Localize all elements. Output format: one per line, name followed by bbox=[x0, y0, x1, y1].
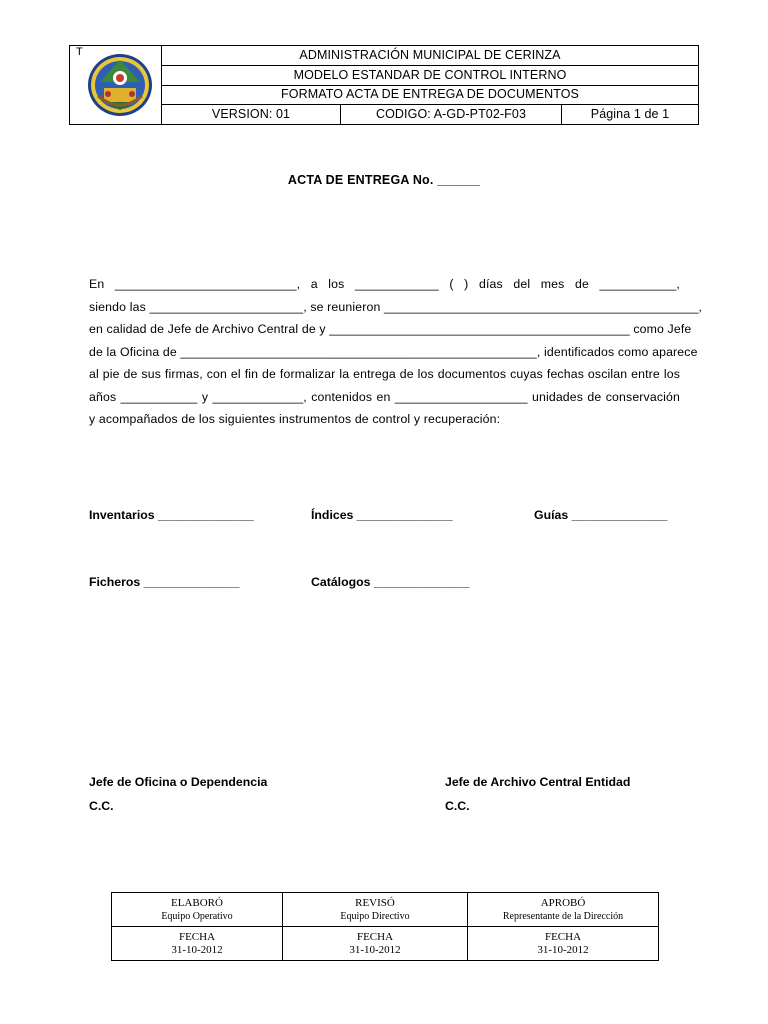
municipal-shield-emblem-icon bbox=[86, 52, 154, 118]
header-row-format: FORMATO ACTA DE ENTREGA DE DOCUMENTOS bbox=[162, 85, 699, 105]
fecha-label: FECHA bbox=[544, 930, 582, 943]
paragraph-line: siendo las ______________________, se reunieron _____________________________________________, bbox=[89, 299, 703, 314]
paragraph-line: y acompañados de los siguientes instrumentos de control y recuperación: bbox=[89, 412, 501, 426]
fecha-value: 31-10-2012 bbox=[349, 943, 401, 956]
document-title: ACTA DE ENTREGA No. ______ bbox=[287, 173, 481, 187]
instrument-guias: Guías ______________ bbox=[534, 508, 668, 522]
header-version: VERSION: 01 bbox=[162, 105, 341, 125]
signature-left-cc: C.C. bbox=[89, 799, 114, 813]
paragraph-line: en calidad de Jefe de Archivo Central de y ___________________________________________ como Jefe bbox=[89, 322, 692, 336]
instrument-indices: Índices ______________ bbox=[311, 508, 453, 522]
paragraph-line: al pie de sus firmas, con el fin de formalizar la entrega de los documentos cuyas fechas oscilan entre los bbox=[89, 367, 680, 381]
header-code: CODIGO: A-GD-PT02-F03 bbox=[341, 105, 562, 125]
elaboro-label: ELABORÓ bbox=[171, 896, 223, 909]
signature-right-title: Jefe de Archivo Central Entidad bbox=[445, 775, 631, 789]
body-paragraph bbox=[89, 273, 703, 431]
fecha-label: FECHA bbox=[356, 930, 394, 943]
fecha-cell-3 bbox=[468, 927, 659, 961]
instrument-ficheros: Ficheros ______________ bbox=[89, 575, 240, 589]
approval-reviso-cell bbox=[283, 893, 468, 927]
logo-cell bbox=[70, 46, 162, 125]
fecha-value: 31-10-2012 bbox=[537, 943, 589, 956]
signature-left-title: Jefe de Oficina o Dependencia bbox=[89, 775, 268, 789]
paragraph-line: de la Oficina de ___________________________________________________, identificados como aparece bbox=[89, 344, 698, 359]
approval-aprobo-cell bbox=[468, 893, 659, 927]
corner-mark: T bbox=[76, 46, 83, 58]
header-row-model: MODELO ESTANDAR DE CONTROL INTERNO bbox=[162, 65, 699, 85]
aprobo-label: APROBÓ bbox=[540, 896, 586, 909]
approval-table bbox=[111, 892, 659, 961]
instrument-catalogos: Catálogos ______________ bbox=[311, 575, 470, 589]
fecha-value: 31-10-2012 bbox=[171, 943, 223, 956]
paragraph-line: años ___________ y _____________, contenidos en ___________________ unidades de conservación bbox=[89, 389, 680, 404]
fecha-cell-2 bbox=[283, 927, 468, 961]
signature-right-cc: C.C. bbox=[445, 799, 470, 813]
reviso-label: REVISÓ bbox=[355, 896, 395, 909]
header-page-number: Página 1 de 1 bbox=[562, 105, 699, 125]
header-table bbox=[69, 45, 699, 125]
elaboro-team: Equipo Operativo bbox=[161, 910, 233, 922]
fecha-label: FECHA bbox=[178, 930, 216, 943]
header-row-administration: ADMINISTRACIÓN MUNICIPAL DE CERINZA bbox=[162, 46, 699, 66]
paragraph-line: En __________________________, a los ____________ ( ) días del mes de ___________, bbox=[89, 277, 680, 291]
instrument-inventarios: Inventarios ______________ bbox=[89, 508, 254, 522]
aprobo-representative: Representante de la Dirección bbox=[502, 910, 624, 922]
fecha-cell-1 bbox=[112, 927, 283, 961]
approval-elaboro-cell bbox=[112, 893, 283, 927]
reviso-team: Equipo Directivo bbox=[340, 910, 410, 922]
